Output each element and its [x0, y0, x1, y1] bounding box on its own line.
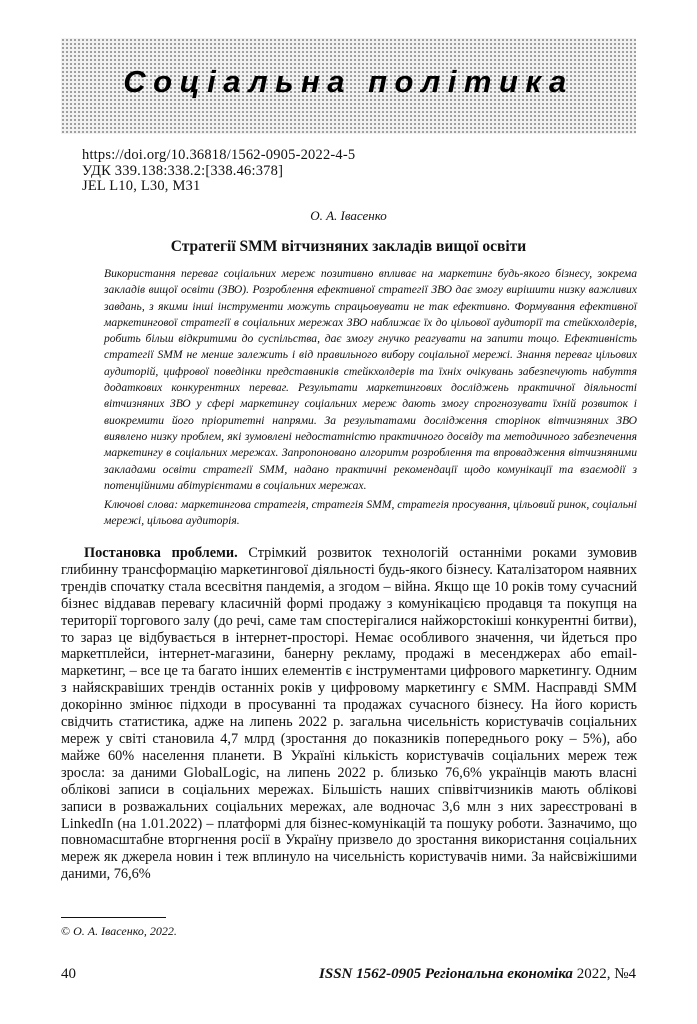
keywords: Ключові слова: маркетингова стратегія, стратегія SMM, стратегія просування, цільовий ринок, соціальні мережі, цільова аудиторія.: [104, 498, 637, 528]
body-paragraph: [61, 545, 637, 883]
section-banner: [61, 38, 636, 134]
journal-info: [319, 966, 636, 983]
section-title: Соціальна політика: [123, 64, 574, 99]
author-name: О. А. Івасенко: [310, 208, 387, 223]
article-title: Стратегії SMM вітчизняних закладів вищої освіти: [170, 238, 527, 255]
udc-code: УДК 339.138:338.2:[338.46:378]: [82, 162, 284, 179]
journal-issue: 2022, №4: [576, 966, 636, 982]
body-text: Стрімкий розвиток технологій останніми роками зумовив глибинну трансформацію маркетингової діяльності будь-якого бізнесу. Каталізатором наявних трендів спочатку стала всесвітня пандемія, а згодом – війна. Якщо ще 10 років тому сучасний бізнес віддавав перевагу класичній формі продажу з комунікацією продавця та покупця на території торгового залу (до речі, саме там спостерігалися найжорстокіші конкурентні битви), то зараз це відбувається в інтернет-просторі. Немає особливого значення, чи йдеться про маркетплейси, інтернет-магазини, банерну рекламу, продажі в месенджерах або email-маркетинг, – все це та багато інших елементів є інструментами цифрового маркетингу. Одним з найяскравіших трендів останніх років у цифровому маркетингу є SMM. Насправді SMM докорінно змінює підходи в просуванні та продажах сучасного бізнесу. На його користь свідчить статистика, адже на липень 2022 р. загальна чисельність користувачів соціальних мереж у світі становила 4,7 млрд (зростання до показників попереднього року – 5%), або майже 60% населення планети. В Україні кількість користувачів соціальних мереж теж зросла: за даними GlobalLogic, на липень 2022 р. близько 76,6% українців мають власні облікові записи в соціальних мережах. Більшість наших співвітчизників мають облікові записи в розважальних соціальних мережах, але водночас 3,6 млн з них зареєстровані в LinkedIn (на 1.01.2022) – платформі для бізнес-комунікацій та пошуку роботи. Зазначимо, що повномасштабне вторгнення росії в Україну призвело до зростання використання соціальних мереж як джерела новин і теж вплинуло на чисельність користувачів ними. За найсвіжішими даними, 76,6%: [61, 545, 637, 883]
doi-link[interactable]: https://doi.org/10.36818/1562-0905-2022-4-5: [82, 147, 356, 163]
copyright-symbol: ©: [61, 924, 71, 938]
problem-statement-heading: Постановка проблеми.: [84, 545, 238, 561]
footnote-divider: [61, 917, 166, 918]
abstract: Використання переваг соціальних мереж позитивно впливає на маркетинг будь-якого бізнесу, зокрема закладів вищої освіти (ЗВО). Розроблення ефективної стратегії ЗВО дає змогу вирішити низку важливих завдань, з якими інші інструменти можуть спрацьовувати не так ефективно. Формування ефективної маркетингової стратегії в соціальних мережах ЗВО наближає їх до цільової аудиторії та стейкхолдерів, робить більш відкритими до суспільства, дає змогу гнучко реагувати на запити тощо. Ефективність стратегії SMM не менше залежить і від правильного вибору соціальної мережі. Знання переваг цільових аудиторій, цифрової поведінки представників стейкхолдерів та їхніх очікувань забезпечують набуття додаткових конкурентних переваг. Результати маркетингових досліджень практичної діяльності вітчизняних ЗВО у сфері маркетингу соціальних мереж дають змогу спрогнозувати їхній розвиток і виокремити його пріоритетні напрями. За результатами дослідження сторінок вітчизняних ЗВО виявлено низку проблем, які зумовлені недостатністю практичного досвіду та методичного забезпечення маркетингу в соціальних мережах. Запропоновано алгоритм розроблення та впровадження вітчизняними закладами освіти стратегії SMM, надано практичні рекомендації щодо комунікації та взаємодії з потенційними абітурієнтами в соціальних мережах.: [104, 267, 637, 492]
jel-code: JEL L10, L30, M31: [82, 178, 201, 194]
footnote: [61, 924, 177, 939]
journal-name: ISSN 1562-0905 Регіональна економіка: [319, 966, 573, 982]
page-number: 40: [61, 966, 76, 982]
article-meta: [82, 148, 602, 195]
footnote-text: О. А. Івасенко, 2022.: [73, 924, 177, 938]
